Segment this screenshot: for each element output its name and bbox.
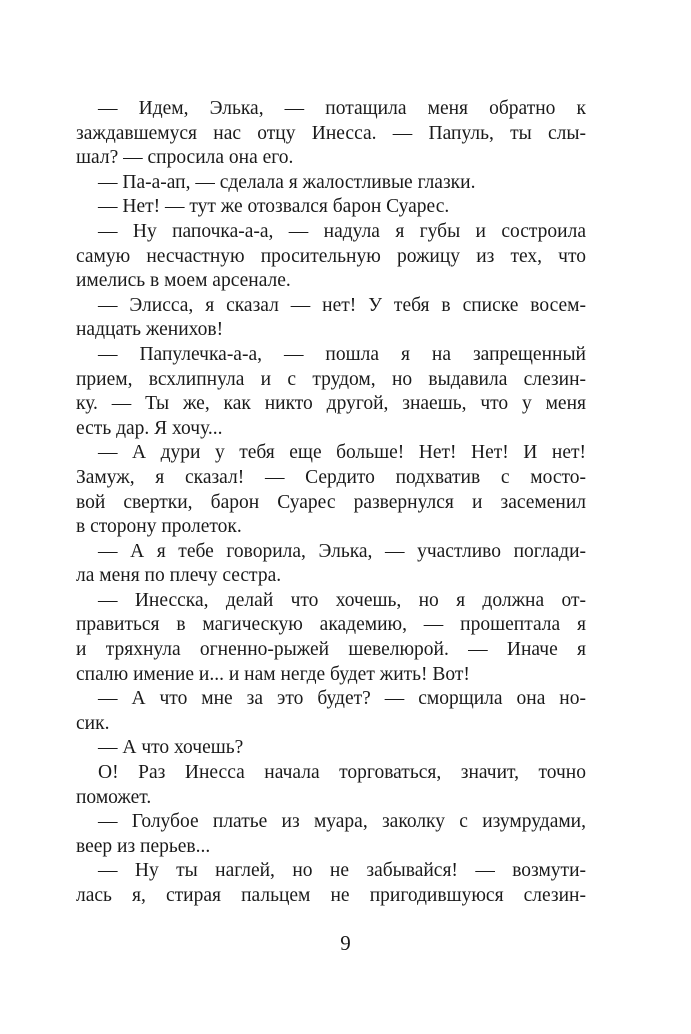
text-line: ла меня по плечу сестра. [76,565,282,587]
text-line: есть дар. Я хочу... [76,417,223,439]
text-line: прием, всхлипнула и с трудом, но выдавила слезин- [76,368,586,390]
text-line: — А что мне за это будет? — сморщила она но- [98,688,586,710]
text-line: — Инесска, делай что хочешь, но я должна от- [98,589,586,611]
page-body [76,97,586,909]
text-line: самую несчастную просительную рожицу из тех, что [76,245,586,267]
text-line: спалю имение и... и нам негде будет жить! Вот! [76,663,470,685]
text-line: — Ну папочка-а-а, — надула я губы и состроила [98,220,586,242]
text-line: — Папулечка-а-а, — пошла я на запрещенный [98,343,586,365]
text-line: правиться в магическую академию, — прошептала я [76,614,586,636]
text-line: — А я тебе говорила, Элька, — участливо поглади- [98,540,586,562]
text-line: и тряхнула огненно-рыжей шевелюрой. — Иначе я [76,639,586,661]
text-line: веер из перьев... [76,835,211,857]
text-line: надцать женихов! [76,319,224,341]
text-line: в сторону пролеток. [76,516,242,538]
text-line: лась я, стирая пальцем не пригодившуюся слезин- [76,885,586,906]
text-line: Замуж, я сказал! — Сердито подхватив с мосто- [76,466,586,488]
text-line: ку. — Ты же, как никто другой, знаешь, что у меня [76,393,586,415]
text-line: — А дури у тебя еще больше! Нет! Нет! И нет! [98,442,586,464]
text-line: — Па-а-ап, — сделала я жалостливые глазки. [98,171,476,193]
page-number: 9 [340,931,351,955]
text-line: имелись в моем арсенале. [76,270,291,292]
text-line: — Нет! — тут же отозвался барон Суарес. [98,196,450,218]
text-line: — А что хочешь? [98,737,244,759]
text-line: — Голубое платье из муара, заколку с изумрудами, [98,811,586,833]
text-line: О! Раз Инесса начала торговаться, значит, точно [98,762,586,784]
text-line: поможет. [76,786,152,808]
text-line: заждавшемуся нас отцу Инесса. — Папуль, ты слы- [76,122,586,144]
text-line: — Элисса, я сказал — нет! У тебя в списке восем- [98,294,586,316]
text-line: — Ну ты наглей, но не забывайся! — возмути- [98,860,586,882]
text-line: сик. [76,712,110,734]
text-line: — Идем, Элька, — потащила меня обратно к [98,98,586,119]
text-line: вой свертки, барон Суарес развернулся и засеменил [76,491,586,513]
text-line: шал? — спросила она его. [76,147,294,169]
